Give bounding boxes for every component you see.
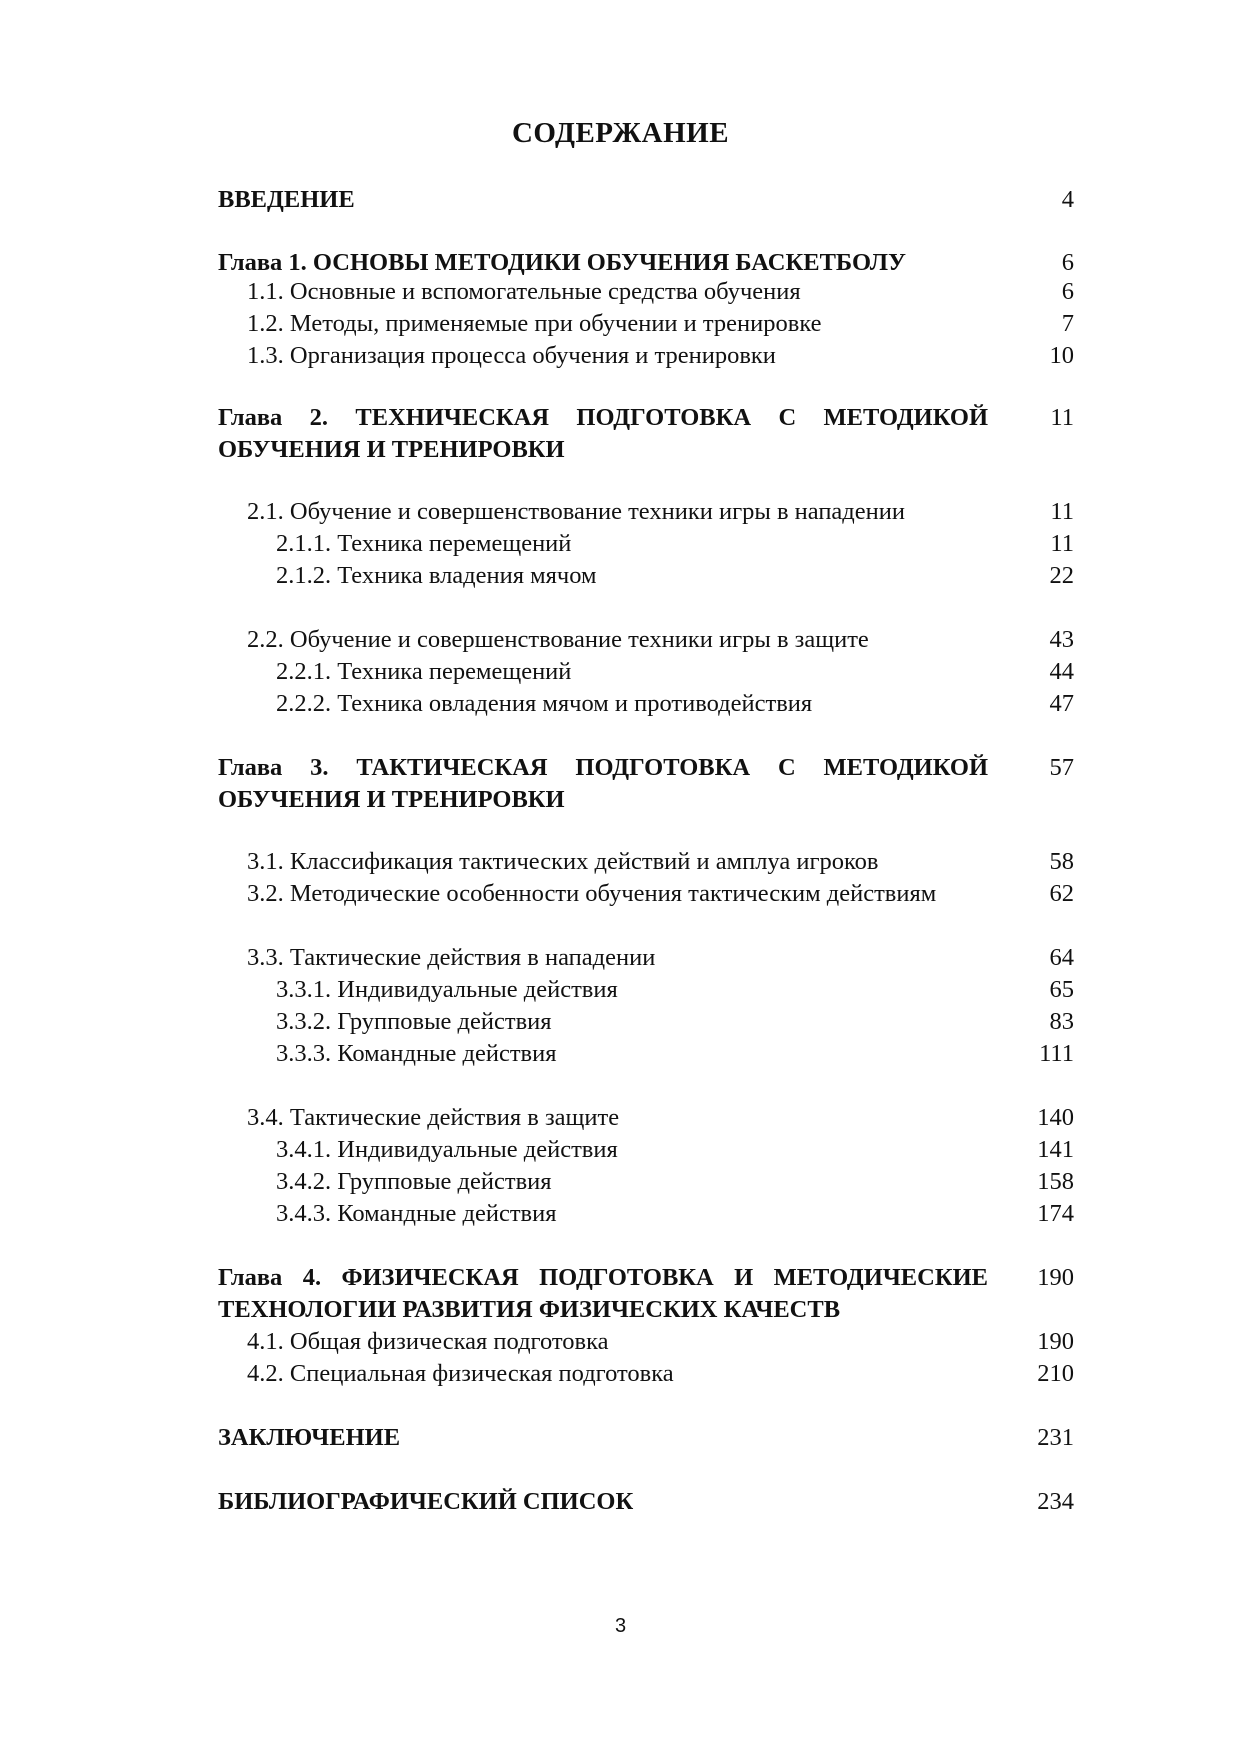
toc-entry-page: 234	[1037, 1488, 1074, 1515]
toc-entry-title: 2.2.1. Техника перемещений	[276, 658, 572, 685]
toc-entry-bibliography[interactable]	[218, 1486, 1074, 1518]
toc-entry-section-3-3[interactable]	[218, 942, 1074, 974]
toc-entry-title: 3.3.2. Групповые действия	[276, 1008, 552, 1035]
toc-entry-title: 3.1. Классификация тактических действий и амплуа игроков	[247, 848, 879, 875]
toc-entry-page: 11	[1050, 530, 1074, 557]
toc-entry-title: 2.2.2. Техника овладения мячом и противодействия	[276, 690, 813, 717]
toc-entry-page: 62	[1049, 880, 1074, 907]
toc-entry-title: 2.1. Обучение и совершенствование техники игры в нападении	[247, 498, 905, 525]
toc-entry-page: 10	[1049, 342, 1074, 369]
table-of-contents	[218, 184, 1074, 1518]
toc-entry-section-3-2[interactable]	[218, 878, 1074, 910]
toc-entry-page: 65	[1049, 976, 1074, 1003]
toc-entry-title: 4.1. Общая физическая подготовка	[247, 1328, 609, 1355]
toc-entry-title: 1.3. Организация процесса обучения и тренировки	[247, 342, 776, 369]
toc-entry-page: 11	[1050, 498, 1074, 525]
toc-entry-page: 190	[1037, 1328, 1074, 1355]
toc-entry-page: 190	[1037, 1264, 1074, 1291]
toc-entry-chapter-3[interactable]	[218, 752, 1074, 816]
toc-entry-section-1-2[interactable]	[218, 308, 1074, 340]
page-title: СОДЕРЖАНИЕ	[511, 117, 730, 149]
toc-entry-section-3-4[interactable]	[218, 1102, 1074, 1134]
toc-entry-section-1-1[interactable]	[218, 276, 1074, 308]
toc-entry-page: 174	[1037, 1200, 1074, 1227]
page-number: 3	[614, 1615, 627, 1637]
toc-entry-title: 3.3. Тактические действия в нападении	[247, 944, 656, 971]
toc-entry-title: 1.1. Основные и вспомогательные средства обучения	[247, 278, 801, 305]
toc-entry-section-2-2[interactable]	[218, 624, 1074, 656]
toc-entry-title: БИБЛИОГРАФИЧЕСКИЙ СПИСОК	[218, 1488, 634, 1515]
toc-entry-subsection-2-1-2[interactable]	[218, 560, 1074, 592]
toc-entry-page: 140	[1037, 1104, 1074, 1131]
toc-entry-page: 141	[1037, 1136, 1074, 1163]
toc-entry-title: 1.2. Методы, применяемые при обучении и тренировке	[247, 310, 822, 337]
toc-entry-page: 64	[1049, 944, 1074, 971]
toc-entry-page: 6	[1061, 278, 1074, 305]
toc-entry-page: 57	[1049, 754, 1074, 781]
toc-entry-section-2-1[interactable]	[218, 496, 1074, 528]
toc-entry-page: 22	[1049, 562, 1074, 589]
toc-entry-title: 2.1.1. Техника перемещений	[276, 530, 572, 557]
toc-entry-section-4-2[interactable]	[218, 1358, 1074, 1390]
toc-entry-page: 6	[1061, 249, 1074, 276]
toc-entry-page: 4	[1061, 186, 1074, 213]
toc-entry-page: 44	[1049, 658, 1074, 685]
toc-entry-title: 3.4. Тактические действия в защите	[247, 1104, 620, 1131]
toc-entry-chapter-2[interactable]	[218, 402, 1074, 466]
toc-entry-page: 47	[1049, 690, 1074, 717]
toc-entry-conclusion[interactable]	[218, 1422, 1074, 1454]
toc-entry-title: 4.2. Специальная физическая подготовка	[247, 1360, 674, 1387]
toc-entry-page: 7	[1061, 310, 1074, 337]
toc-entry-chapter-1[interactable]	[218, 247, 1074, 279]
toc-entry-page: 58	[1049, 848, 1074, 875]
toc-entry-subsection-2-2-2[interactable]	[218, 688, 1074, 720]
toc-entry-title: 3.4.3. Командные действия	[276, 1200, 557, 1227]
toc-entry-title: Глава 3. ТАКТИЧЕСКАЯ ПОДГОТОВКА С МЕТОДИКОЙ ОБУЧЕНИЯ И ТРЕНИРОВКИ	[218, 754, 988, 813]
toc-entry-page: 111	[1039, 1040, 1074, 1067]
toc-entry-introduction[interactable]	[218, 184, 1074, 216]
toc-entry-subsection-3-3-3[interactable]	[218, 1038, 1074, 1070]
toc-entry-page: 158	[1037, 1168, 1074, 1195]
toc-entry-section-1-3[interactable]	[218, 340, 1074, 372]
toc-entry-subsection-3-4-3[interactable]	[218, 1198, 1074, 1230]
toc-entry-subsection-2-2-1[interactable]	[218, 656, 1074, 688]
toc-entry-section-4-1[interactable]	[218, 1326, 1074, 1358]
toc-entry-title: Глава 1. ОСНОВЫ МЕТОДИКИ ОБУЧЕНИЯ БАСКЕТБОЛУ	[218, 249, 907, 276]
toc-entry-page: 210	[1037, 1360, 1074, 1387]
toc-entry-title: ЗАКЛЮЧЕНИЕ	[218, 1424, 401, 1451]
toc-entry-subsection-3-3-1[interactable]	[218, 974, 1074, 1006]
toc-entry-subsection-3-4-2[interactable]	[218, 1166, 1074, 1198]
toc-entry-title: 2.2. Обучение и совершенствование техники игры в защите	[247, 626, 869, 653]
toc-entry-page: 231	[1037, 1424, 1074, 1451]
toc-entry-page: 43	[1049, 626, 1074, 653]
toc-entry-title: 3.4.1. Индивидуальные действия	[276, 1136, 618, 1163]
toc-entry-title: 3.2. Методические особенности обучения тактическим действиям	[247, 880, 937, 907]
toc-entry-subsection-3-4-1[interactable]	[218, 1134, 1074, 1166]
toc-entry-title: 3.3.3. Командные действия	[276, 1040, 557, 1067]
toc-entry-title: ВВЕДЕНИЕ	[218, 186, 355, 213]
toc-entry-title: Глава 2. ТЕХНИЧЕСКАЯ ПОДГОТОВКА С МЕТОДИКОЙ ОБУЧЕНИЯ И ТРЕНИРОВКИ	[218, 404, 988, 463]
toc-entry-subsection-3-3-2[interactable]	[218, 1006, 1074, 1038]
toc-entry-page: 11	[1050, 404, 1074, 431]
toc-entry-title: 2.1.2. Техника владения мячом	[276, 562, 597, 589]
toc-entry-title: 3.3.1. Индивидуальные действия	[276, 976, 618, 1003]
toc-entry-page: 83	[1049, 1008, 1074, 1035]
toc-entry-chapter-4[interactable]	[218, 1262, 1074, 1326]
toc-entry-section-3-1[interactable]	[218, 846, 1074, 878]
toc-entry-subsection-2-1-1[interactable]	[218, 528, 1074, 560]
toc-entry-title: Глава 4. ФИЗИЧЕСКАЯ ПОДГОТОВКА И МЕТОДИЧЕСКИЕ ТЕХНОЛОГИИ РАЗВИТИЯ ФИЗИЧЕСКИХ КАЧЕСТВ	[218, 1264, 988, 1323]
toc-entry-title: 3.4.2. Групповые действия	[276, 1168, 552, 1195]
